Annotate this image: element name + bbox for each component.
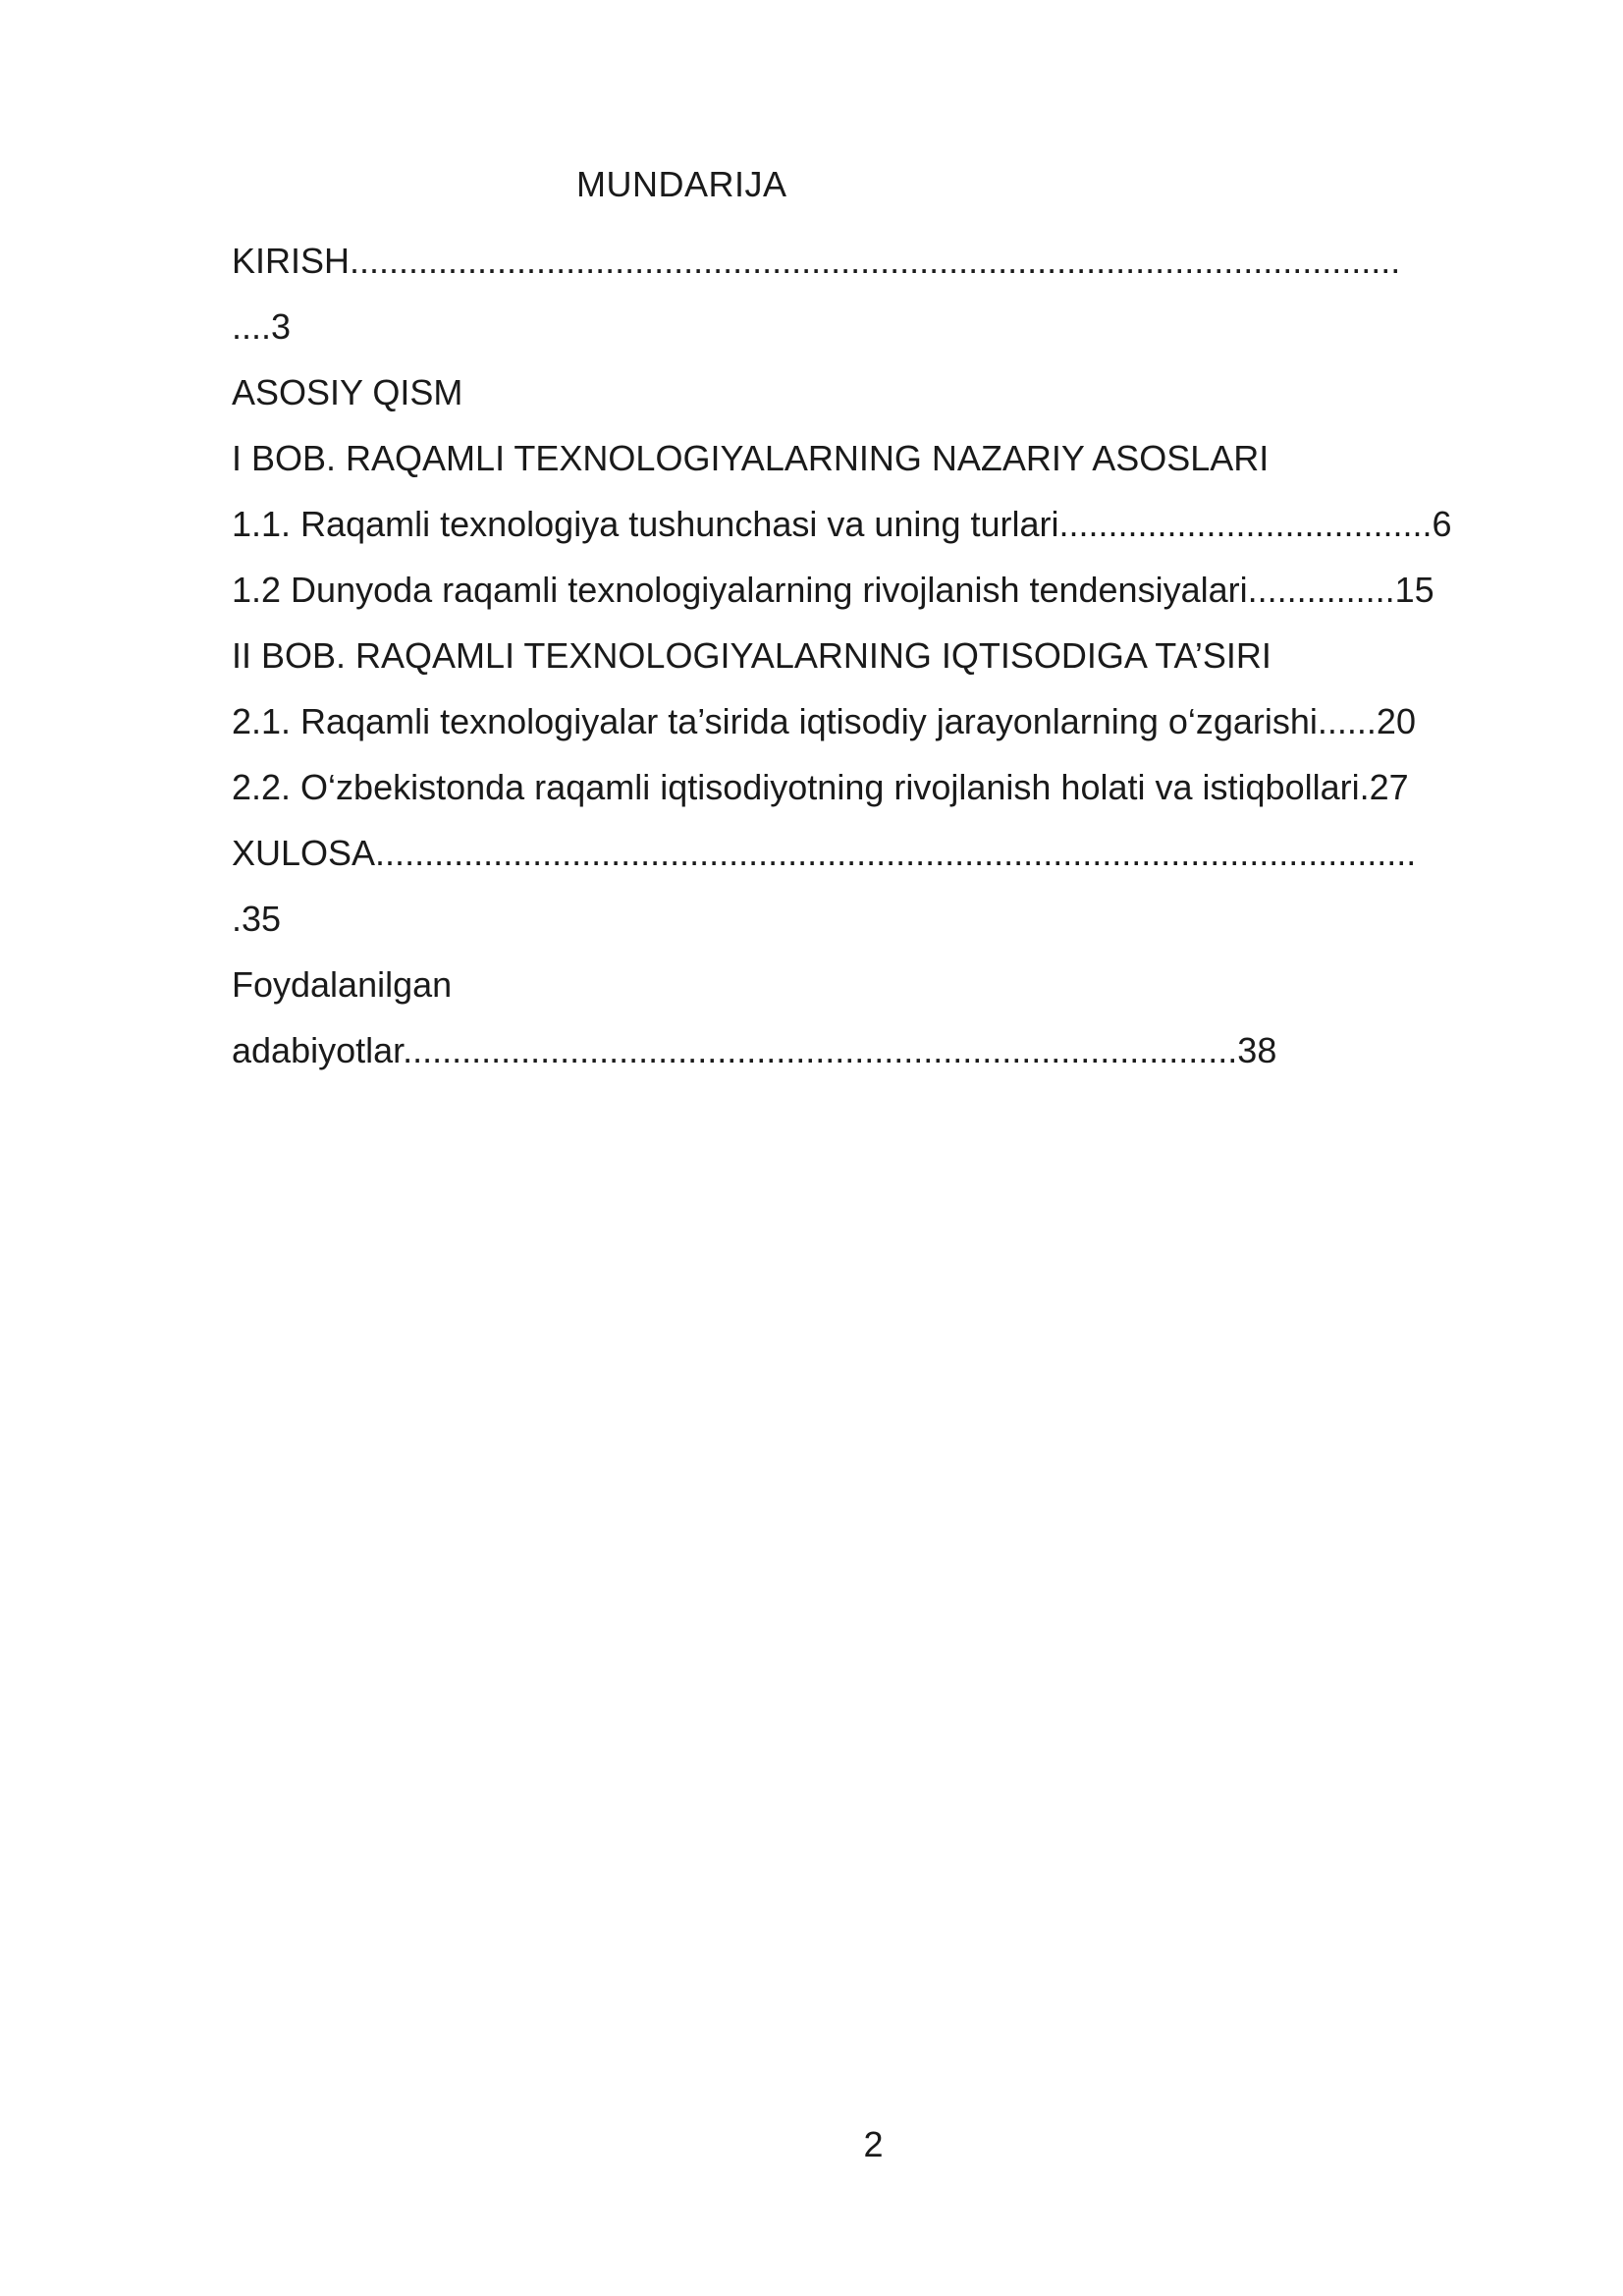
toc-line-section-2-1: 2.1. Raqamli texnologiyalar ta’sirida iqtisodiy jarayonlarning o‘zgarishi......20 (232, 701, 1416, 741)
toc-line-kirish-page: ....3 (232, 306, 292, 347)
toc-line-xulosa-page: .35 (232, 899, 282, 939)
toc-line-xulosa: XULOSA.......................................................................................................... (232, 833, 1417, 873)
toc-line-section-1-1: 1.1. Raqamli texnologiya tushunchasi va uning turlari......................................6 (232, 504, 1452, 544)
toc-line-chapter-2: II BOB. RAQAMLI TEXNOLOGIYALARNING IQTISODIGA TA’SIRI (232, 635, 1271, 676)
toc-title: MUNDARIJA (576, 164, 787, 204)
page-number: 2 (863, 2124, 884, 2164)
toc-line-section-1-2: 1.2 Dunyoda raqamli texnologiyalarning rivojlanish tendensiyalari...............15 (232, 570, 1434, 610)
toc-line-references: Foydalanilgan (232, 964, 453, 1005)
toc-line-kirish: KIRISH........................................................................................................... (232, 241, 1401, 281)
toc-line-chapter-1: I BOB. RAQAMLI TEXNOLOGIYALARNING NAZARIY ASOSLARI (232, 438, 1270, 478)
toc-line-section-2-2: 2.2. O‘zbekistonda raqamli iqtisodiyotning rivojlanish holati va istiqbollari.27 (232, 767, 1409, 807)
table-of-contents (232, 228, 1518, 1083)
toc-line-asosiy-qism: ASOSIY QISM (232, 372, 463, 412)
toc-line-references-page: adabiyotlar.....................................................................................38 (232, 1030, 1277, 1070)
